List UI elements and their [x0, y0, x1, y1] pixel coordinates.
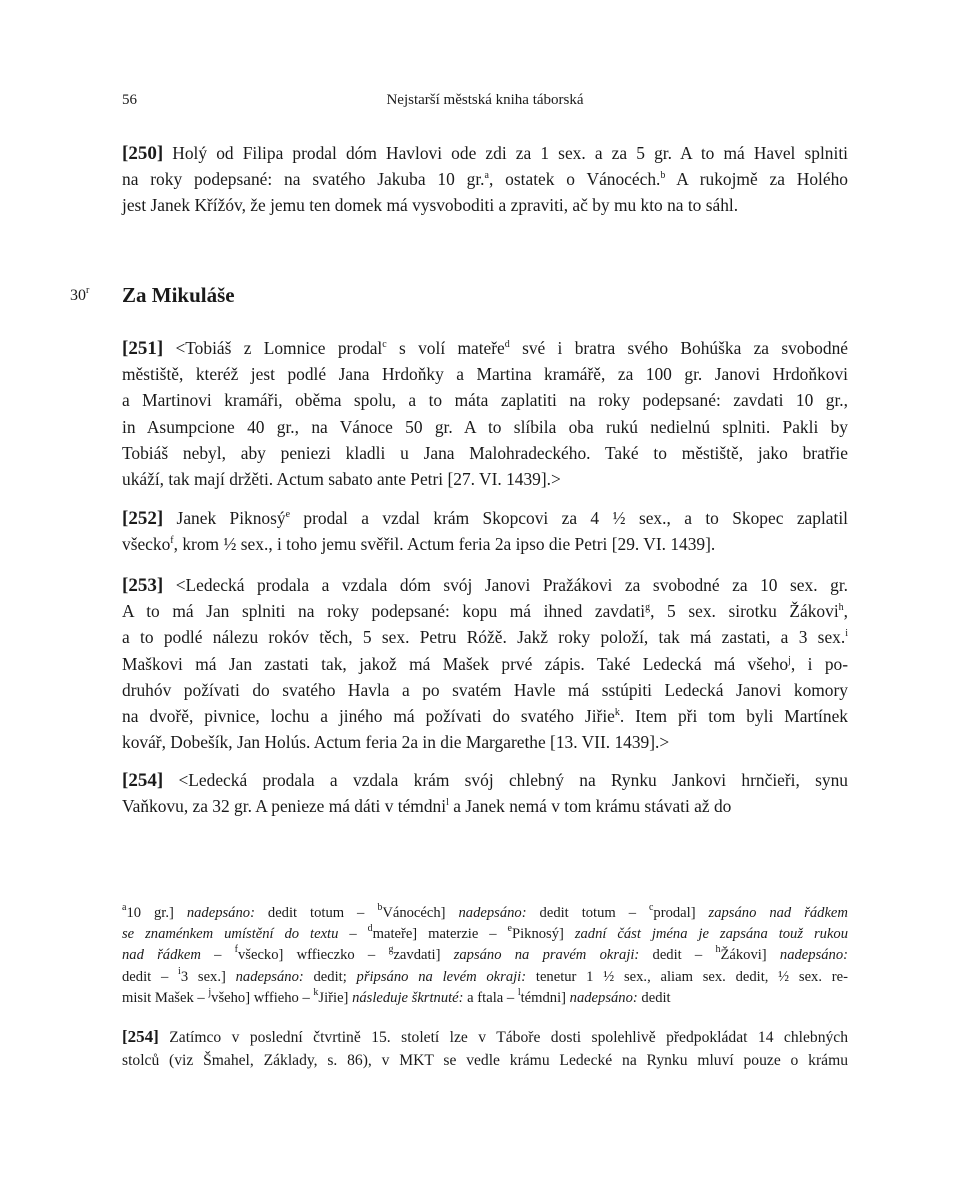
footnote-marker: l [517, 986, 521, 998]
entry-number: [250] [122, 143, 164, 164]
text-segment: , krom ½ sex., i toho jemu svěřil. Actum feria 2a ipso die Petri [29. VI. 1439]. [173, 534, 716, 555]
entry-number: [253] [122, 575, 164, 596]
text-segment: prodal] [653, 905, 709, 921]
text-segment: druhóv požívati do svatého Havla a po svatém Havle má sstúpiti Ledecká Janovi komory [122, 679, 848, 700]
text-segment: A to má Jan splniti na roky podepsané: kopu má ihned zavdati [122, 601, 646, 622]
text-segment: Vánocéch] [382, 905, 459, 921]
text-segment: , ostatek o Vánocéch. [488, 169, 661, 190]
editorial-note: se znaménkem umístění do textu [122, 926, 339, 943]
entry-253 [122, 572, 848, 755]
text-segment: <Ledecká prodala a vzdala dóm svój Janovi Pražákovi za svobodné za 10 sex. gr. [175, 575, 848, 595]
footnote-marker: k [614, 706, 620, 718]
text-segment: in Asumpcione 40 gr., na Vánoce 50 gr. A to slíbila oba rukú nedielnú splniti. Pakli by [122, 416, 848, 437]
page-number: 56 [122, 92, 137, 108]
text-segment: na dvořě, pivnice, lochu a jiného má požívati do svatého Jiřie [122, 705, 615, 726]
footnote-marker: k [313, 986, 319, 998]
text-segment: na roky podepsané: na svatého Jakuba 10 gr. [122, 169, 485, 190]
footnote-marker: a [122, 902, 127, 913]
entry-251 [122, 335, 848, 492]
text-segment: . Item při tom byli Martínek [619, 705, 848, 726]
text-line [122, 1025, 848, 1049]
text-line [122, 505, 848, 531]
text-segment: Maškovi má Jan zastati tak, jakož má Mašek prvé zápis. Také Ledecká má všeho [122, 653, 789, 674]
text-segment: – [338, 926, 368, 943]
footnotes [122, 903, 848, 1009]
footnote-marker: f [170, 535, 174, 547]
editorial-note: zapsáno nad řádkem [708, 905, 848, 921]
footnote-marker: e [507, 923, 512, 935]
footnote-marker: j [208, 986, 212, 998]
editorial-note: připsáno na levém okraji: [356, 968, 527, 985]
text-line [122, 166, 848, 192]
text-line [122, 572, 848, 598]
text-segment: dedit [637, 989, 671, 1006]
footnote-marker: g [388, 944, 394, 956]
entry-number: [254] [122, 770, 164, 791]
text-segment: Tobiáš nebyl, aby peniezi kladli u Jana Malohradeckého. Také to městiště, jako bratřie [122, 442, 848, 463]
text-line [122, 466, 848, 492]
text-line [122, 531, 848, 557]
text-segment: ukáží, tak mají držěti. Actum sabato ante Petri [27. VI. 1439].> [122, 468, 561, 489]
text-segment: 3 sex.] [180, 968, 236, 985]
entry-252 [122, 505, 848, 557]
text-segment: <Tobiáš z Lomnice prodal [175, 338, 383, 358]
editorial-note: nadepsáno: [235, 968, 304, 985]
folio-side: r [86, 285, 90, 296]
text-segment: A rukojmě za Holého [665, 169, 848, 190]
text-segment: s volí mateře [386, 338, 505, 358]
text-segment: <Ledecká prodala a vzdala krám svój chlebný na Rynku Jankovi hrnčieři, synu [178, 770, 848, 790]
text-segment: jest Janek Křížóv, že jemu ten domek má vysvoboditi a zpraviti, ač by mu kto na to sáhl. [122, 195, 739, 216]
text-line [122, 793, 848, 819]
text-segment: dedit; [303, 968, 357, 985]
text-segment: a Janek nemá v tom krámu stávati až do [448, 796, 732, 817]
text-segment: Vaňkovu, za 32 gr. A penieze má dáti v témdni [122, 796, 447, 817]
text-segment: témdni] [520, 989, 570, 1006]
footnote-marker: g [645, 602, 651, 614]
footnote-marker: l [446, 797, 449, 809]
editorial-note: nadepsáno: [186, 905, 255, 921]
text-segment: všecko [122, 534, 171, 555]
commentary-note [122, 1025, 848, 1072]
text-line [122, 703, 848, 729]
text-line [122, 387, 848, 413]
text-line [122, 924, 848, 945]
text-segment: všeho] wffieho – [211, 989, 314, 1006]
entry-250 [122, 140, 848, 219]
text-segment: Piknosý] [511, 926, 575, 943]
editorial-note: nadepsáno: [779, 947, 849, 964]
footnote-marker: c [382, 339, 387, 350]
text-line [122, 903, 848, 924]
text-segment: Janek Piknosý [176, 508, 286, 528]
entry-number: [251] [122, 338, 164, 359]
text-line [122, 767, 848, 793]
text-line [122, 967, 848, 988]
text-segment: misit Mašek – [122, 989, 209, 1006]
text-segment: , 5 sex. sirotku Žákovi [650, 601, 839, 622]
text-segment: , i po- [790, 653, 848, 674]
text-line [122, 729, 848, 755]
footnote-marker: b [377, 902, 383, 913]
text-line [122, 651, 848, 677]
text-line [122, 945, 848, 966]
text-segment: všecko] wffieczko – [238, 947, 389, 964]
text-segment: Zatímco v poslední čtvrtině 15. století lze v Táboře dosti spolehlivě předpokládat 14 chlebných [169, 1029, 848, 1046]
text-segment: mateře] materzie – [372, 926, 508, 943]
footnote-marker: d [504, 339, 510, 350]
text-segment: zavdati] [393, 947, 454, 964]
footnote-marker: d [367, 923, 373, 935]
running-title: Nejstarší městská kniha táborská [386, 92, 584, 108]
footnote-marker: c [648, 902, 654, 913]
text-segment: městiště, kteréž jest podlé Jana Hrdoňky a Martina kramářě, za 100 gr. Janovi Hrdoňkovi [122, 364, 848, 385]
text-line [122, 677, 848, 703]
footnote-marker: a [484, 170, 489, 182]
text-segment: stolců (viz Šmahel, Základy, s. 86), v MKT se vedle krámu Ledecké na Rynku mluví pouze o krámu [122, 1051, 848, 1069]
text-segment: prodal a vzdal krám Skopcovi za 4 ½ sex., a to Skopec zaplatil [290, 508, 848, 528]
text-segment: a Martinovi kramáři, oběma spolu, a to máta zaplatiti na roky podepsané: zavdati 10 gr., [122, 390, 848, 411]
editorial-note: zadní část jména je zapsána touž rukou [574, 926, 849, 943]
footnote-marker: h [715, 944, 721, 956]
footnote-marker: b [660, 170, 666, 182]
footnote-marker: h [838, 602, 844, 614]
section-title: Za Mikuláše [122, 283, 235, 307]
text-segment: – [200, 947, 235, 964]
text-segment: kovář, Dobešík, Jan Holús. Actum feria 2a in die Margarethe [13. VII. 1439].> [122, 732, 670, 753]
footnote-marker: i [845, 628, 848, 640]
text-line [122, 192, 848, 218]
folio-marker [70, 287, 89, 305]
footnote-marker: e [285, 509, 291, 520]
text-line [122, 361, 848, 387]
editorial-note: zapsáno na pravém okraji: [453, 947, 640, 964]
text-segment: Holý od Filipa prodal dóm Havlovi ode zdi za 1 sex. a za 5 gr. A to má Havel splniti [172, 143, 848, 163]
editorial-note: nadepsáno: [569, 989, 638, 1006]
text-segment: dedit – [122, 968, 179, 985]
text-segment: , [843, 601, 849, 622]
text-segment: tenetur 1 ½ sex., aliam sex. dedit, ½ sex. re- [526, 968, 848, 985]
text-segment: dedit totum – [254, 905, 378, 921]
footnote-marker: j [788, 654, 791, 666]
text-segment: své i bratra svého Bohúška za svobodné [509, 338, 848, 358]
text-line [122, 414, 848, 440]
text-segment: dedit – [639, 947, 716, 964]
text-line [122, 1049, 848, 1073]
folio-number: 30 [70, 287, 86, 304]
text-segment: dedit totum – [526, 905, 649, 921]
text-line [122, 440, 848, 466]
editorial-note: nadepsáno: [458, 905, 527, 921]
text-line [122, 624, 848, 650]
text-segment: Jiřie] [318, 989, 353, 1006]
footnote-marker: i [178, 965, 181, 977]
text-segment: a ftala – [463, 989, 518, 1006]
entry-254 [122, 767, 848, 819]
text-line [122, 335, 848, 361]
entry-number: [252] [122, 508, 164, 529]
text-line [122, 598, 848, 624]
text-line [122, 988, 848, 1009]
footnote-marker: f [234, 944, 238, 956]
entry-number: [254] [122, 1027, 159, 1046]
text-segment: 10 gr.] [126, 905, 187, 921]
text-segment: a to podlé nálezu rokóv těch, 5 sex. Petru Róžě. Jakž roky položí, tak má zastati, a 3 sex. [122, 627, 846, 648]
text-line [122, 140, 848, 166]
editorial-note: následuje škrtnuté: [352, 989, 464, 1006]
editorial-note: nad řádkem [122, 947, 201, 964]
text-segment: Žákovi] [720, 947, 780, 964]
